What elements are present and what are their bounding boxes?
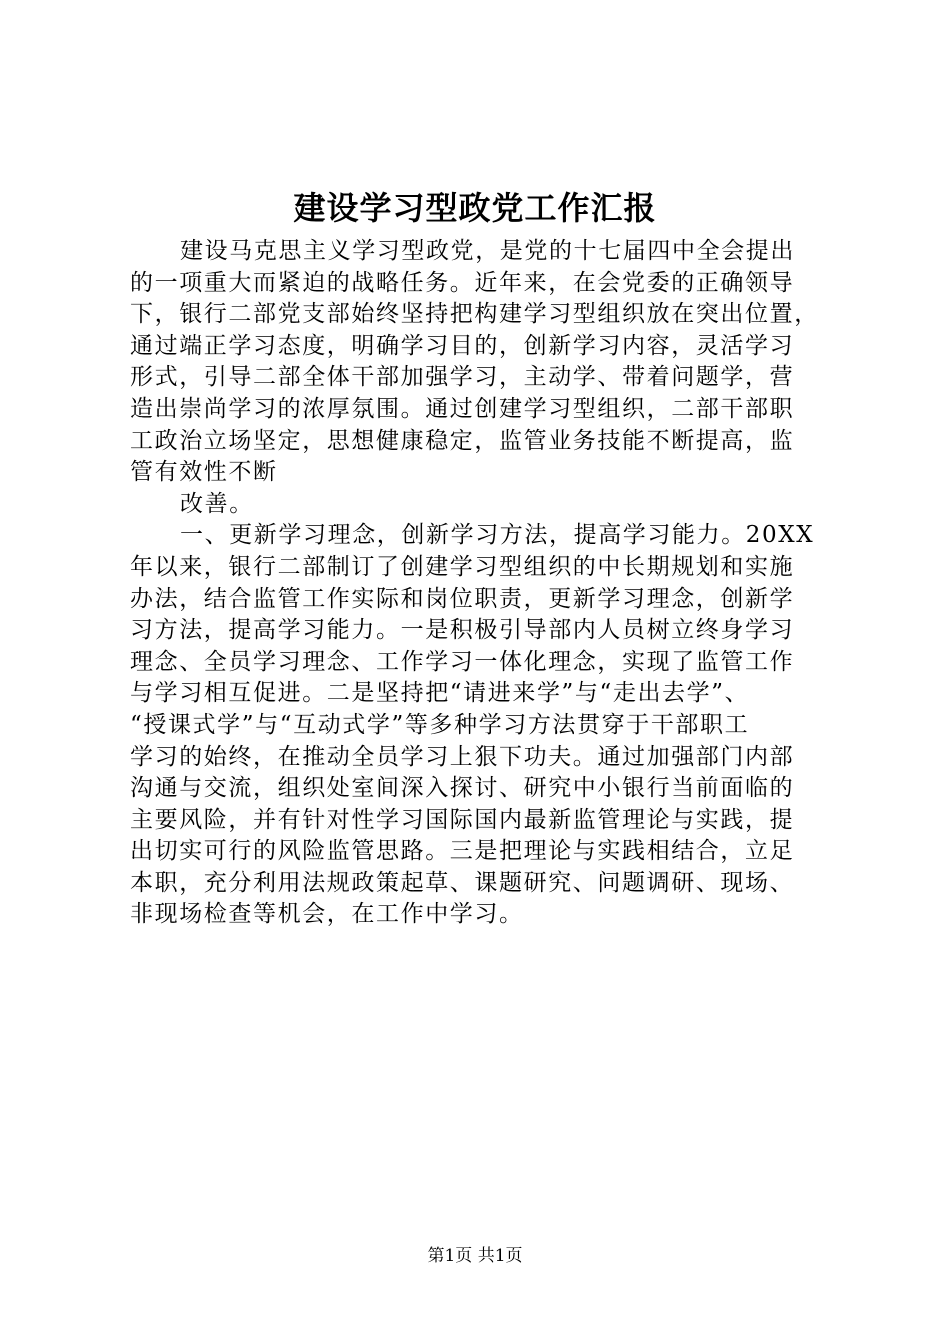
page-footer: 第1页 共1页 <box>427 1246 523 1266</box>
text-line: 习方法，提高学习能力。一是积极引导部内人员树立终身学习 <box>130 617 795 644</box>
text-line: 出切实可行的风险监管思路。三是把理论与实践相结合，立足 <box>130 838 795 865</box>
text-line: 非现场检查等机会，在工作中学习。 <box>130 901 524 928</box>
text-line: “授课式学”与“互动式学”等多种学习方法贯穿于干部职工 <box>130 711 750 738</box>
text-line: 本职，充分利用法规政策起草、课题研究、问题调研、现场、 <box>130 869 795 896</box>
document-body <box>130 236 830 931</box>
text-line: 建设马克思主义学习型政党，是党的十七届四中全会提出 <box>180 238 795 264</box>
text-line: 通过端正学习态度，明确学习目的，创新学习内容，灵活学习 <box>130 332 795 359</box>
text-line: 改善。 <box>180 490 254 517</box>
text-line: 管有效性不断 <box>130 459 278 486</box>
text-line: 工政治立场坚定，思想健康稳定，监管业务技能不断提高，监 <box>130 427 795 454</box>
text-line: 理念、全员学习理念、工作学习一体化理念，实现了监管工作 <box>130 648 795 675</box>
text-line: 一、更新学习理念，创新学习方法，提高学习能力。20XX <box>180 522 815 549</box>
text-line: 学习的始终，在推动全员学习上狠下功夫。通过加强部门内部 <box>130 743 795 770</box>
text-line: 沟通与交流，组织处室间深入探讨、研究中小银行当前面临的 <box>130 775 795 802</box>
document-title: 建设学习型政党工作汇报 <box>293 189 657 227</box>
text-line: 形式，引导二部全体干部加强学习，主动学、带着问题学，营 <box>130 364 795 391</box>
text-line: 年以来，银行二部制订了创建学习型组织的中长期规划和实施 <box>130 553 795 580</box>
text-line: 主要风险，并有针对性学习国际国内最新监管理论与实践，提 <box>130 806 795 833</box>
text-line: 造出崇尚学习的浓厚氛围。通过创建学习型组织，二部干部职 <box>130 395 795 422</box>
text-line: 的一项重大而紧迫的战略任务。近年来，在会党委的正确领导 <box>130 269 795 296</box>
text-line: 办法，结合监管工作实际和岗位职责，更新学习理念，创新学 <box>130 585 795 612</box>
text-line: 下，银行二部党支部始终坚持把构建学习型组织放在突出位置， <box>130 301 819 328</box>
text-line: 与学习相互促进。二是坚持把“请进来学”与“走出去学”、 <box>130 680 750 707</box>
